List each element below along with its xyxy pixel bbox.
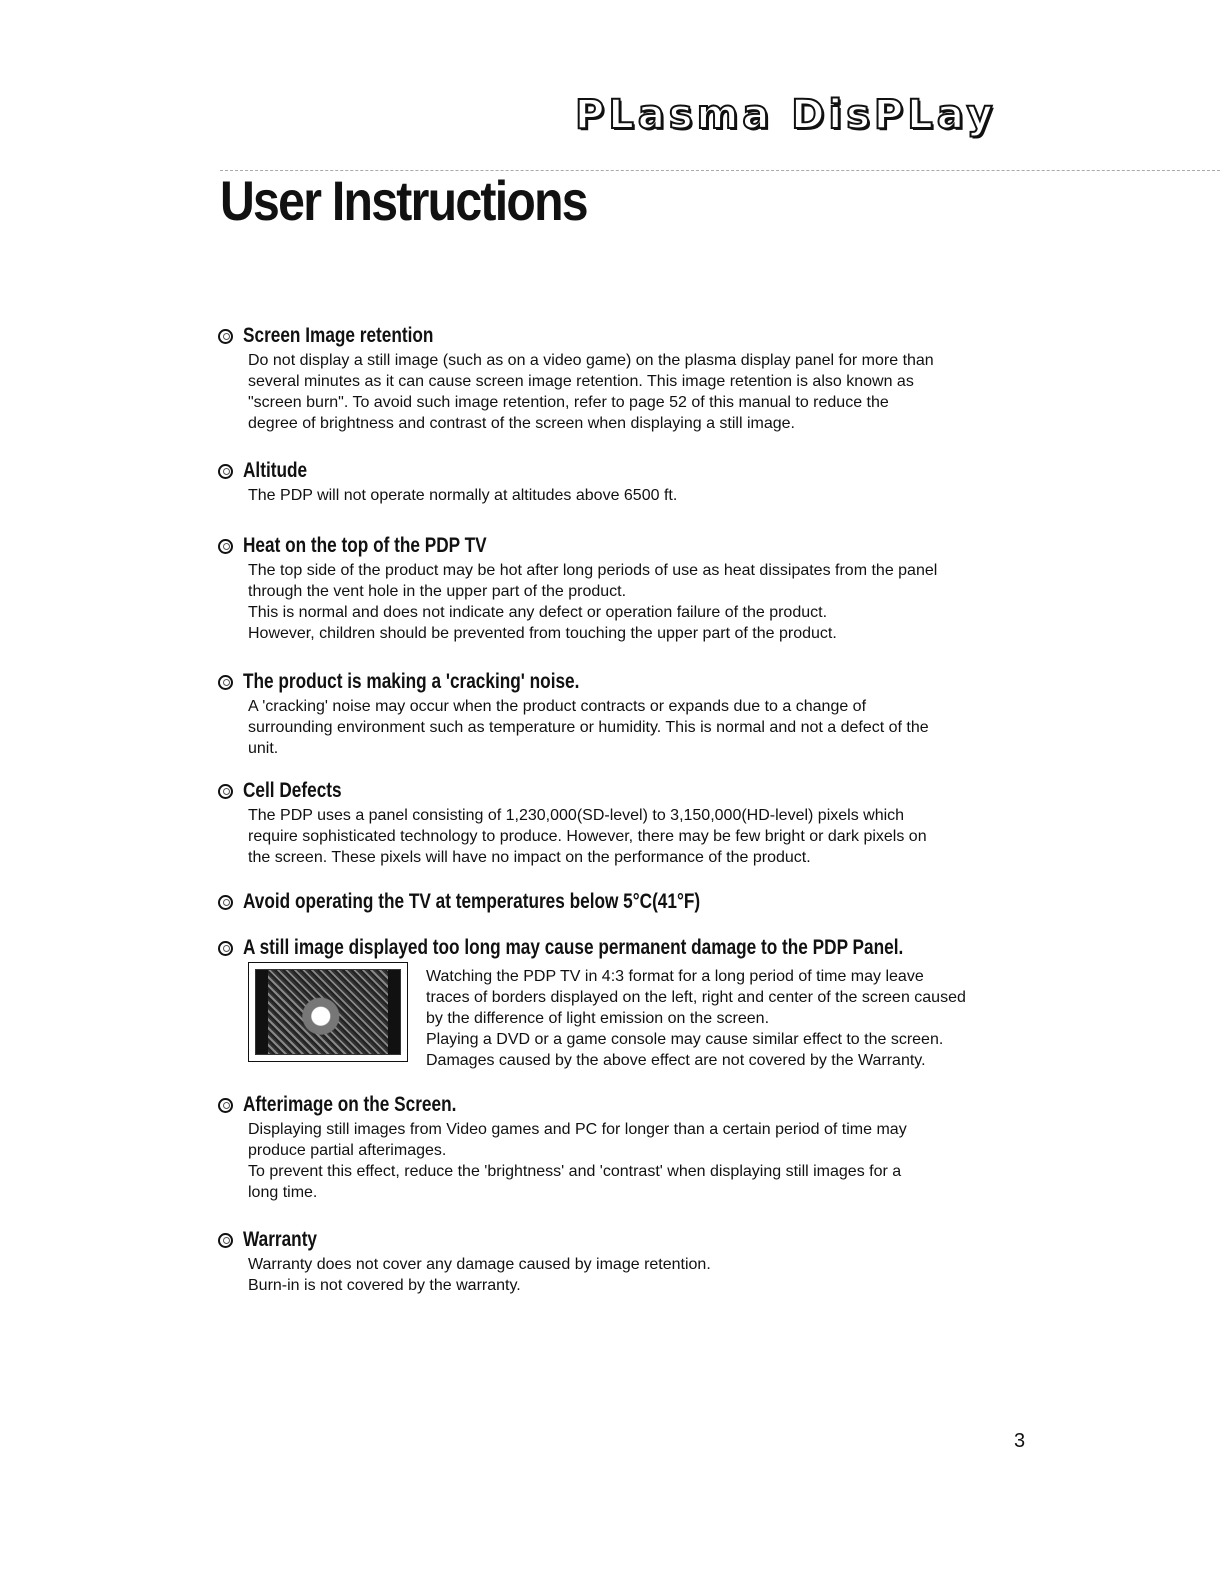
section-text: The PDP will not operate normally at altitudes above 6500 ft.: [248, 487, 678, 504]
section-text: Watching the PDP TV in 4:3 format for a long period of time may leave: [426, 968, 924, 985]
banner-logo-text: PLasma DisPLay: [575, 92, 997, 138]
bullet-icon: [218, 1098, 233, 1113]
section-afterimage: [218, 1091, 1038, 1203]
section-text: through the vent hole in the upper part of the product.: [248, 583, 627, 600]
section-title: Screen Image retention: [243, 324, 434, 347]
section-text: Do not display a still image (such as on a video game) on the plasma display panel for more than: [248, 352, 934, 369]
bullet-icon: [218, 464, 233, 479]
page-title: User Instructions: [220, 169, 587, 232]
section-heat: [218, 532, 1038, 644]
section-screen-image-retention: [218, 322, 1038, 434]
section-text: require sophisticated technology to produce. However, there may be few bright or dark pixels on: [248, 828, 927, 845]
section-text: Warranty does not cover any damage caused by image retention.: [248, 1256, 711, 1273]
bullet-icon: [218, 941, 233, 956]
section-text: However, children should be prevented from touching the upper part of the product.: [248, 625, 837, 642]
instructions-content: [218, 322, 1038, 1296]
bullet-icon: [218, 895, 233, 910]
section-text: Displaying still images from Video games and PC for longer than a certain period of time may: [248, 1121, 907, 1138]
section-text: several minutes as it can cause screen image retention. This image retention is also known as: [248, 373, 914, 390]
section-temperature: [218, 888, 1038, 916]
section-text: unit.: [248, 740, 279, 757]
section-text: This is normal and does not indicate any defect or operation failure of the product.: [248, 604, 828, 621]
section-text: "screen burn". To avoid such image retention, refer to page 52 of this manual to reduce the: [248, 394, 889, 411]
section-still-image-damage: [218, 934, 1038, 1071]
tv-screen-image: [255, 969, 401, 1055]
section-text: The PDP uses a panel consisting of 1,230,000(SD-level) to 3,150,000(HD-level) pixels which: [248, 807, 905, 824]
section-warranty: [218, 1226, 1038, 1296]
section-text: Damages caused by the above effect are not covered by the Warranty.: [426, 1052, 926, 1069]
section-title: Warranty: [243, 1228, 318, 1251]
page-number: 3: [1014, 1430, 1026, 1452]
section-title: A still image displayed too long may cause permanent damage to the PDP Panel.: [243, 936, 904, 959]
bullet-icon: [218, 675, 233, 690]
bullet-icon: [218, 784, 233, 799]
section-text: degree of brightness and contrast of the screen when displaying a still image.: [248, 415, 795, 432]
section-text: The top side of the product may be hot after long periods of use as heat dissipates from the panel: [248, 562, 938, 579]
section-cracking-noise: [218, 668, 1038, 759]
section-title: Altitude: [243, 459, 308, 482]
section-title: Heat on the top of the PDP TV: [243, 534, 487, 557]
section-text: produce partial afterimages.: [248, 1142, 447, 1159]
bullet-icon: [218, 1233, 233, 1248]
section-cell-defects: [218, 777, 1038, 868]
section-title: Avoid operating the TV at temperatures below 5°C(41°F): [243, 890, 701, 913]
section-title: Cell Defects: [243, 779, 342, 802]
section-text: To prevent this effect, reduce the 'brightness' and 'contrast' when displaying still images for a: [248, 1163, 902, 1180]
section-text: the screen. These pixels will have no impact on the performance of the product.: [248, 849, 811, 866]
section-text: A 'cracking' noise may occur when the product contracts or expands due to a change of: [248, 698, 867, 715]
section-text: Burn-in is not covered by the warranty.: [248, 1277, 521, 1294]
section-altitude: [218, 457, 1038, 506]
bullet-icon: [218, 539, 233, 554]
section-title: The product is making a 'cracking' noise.: [243, 670, 580, 693]
section-text: long time.: [248, 1184, 318, 1201]
bullet-icon: [218, 329, 233, 344]
tv-burn-in-illustration: [248, 962, 408, 1062]
section-text: Playing a DVD or a game console may cause similar effect to the screen.: [426, 1031, 944, 1048]
section-text: traces of borders displayed on the left, right and center of the screen caused: [426, 989, 966, 1006]
section-text: by the difference of light emission on the screen.: [426, 1010, 770, 1027]
section-title: Afterimage on the Screen.: [243, 1093, 457, 1116]
section-text: surrounding environment such as temperature or humidity. This is normal and not a defect of the: [248, 719, 929, 736]
